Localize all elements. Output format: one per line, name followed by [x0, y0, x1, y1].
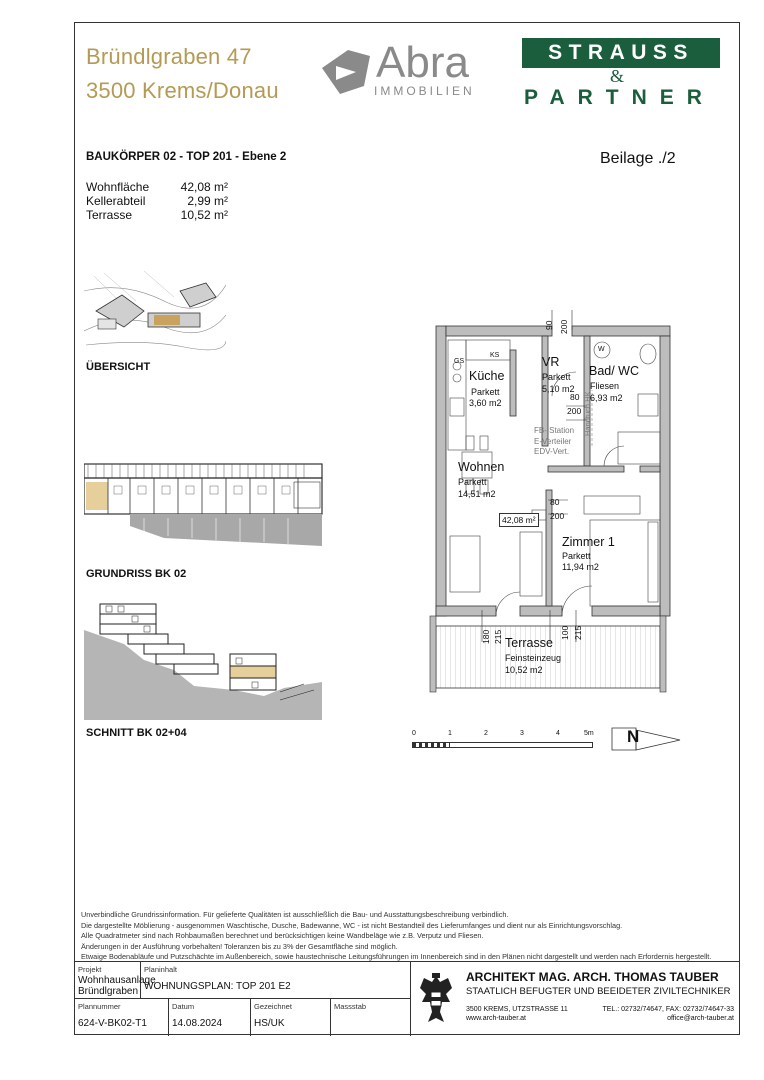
address-line-1: Bründlgraben 47: [86, 44, 252, 69]
dim-215-a: 215: [493, 629, 503, 644]
scale-bar: 0 1 2 3 4 5m: [412, 730, 598, 750]
dim-200-top: 200: [559, 319, 569, 334]
room-wohnen-floor: Parkett: [458, 477, 487, 487]
section-thumbnail: [84, 600, 322, 720]
projekt-value-1: Wohnhausanlage: [78, 975, 156, 986]
legal-disclaimer: Unverbindliche Grundrissinformation. Für gelieferte Qualitäten ist ausschließlich die Bau- und Ausstattungsbeschreibung verbindlich. Die dargestellte Möblierung - ausgenommen Waschtische, Dusche, Badewanne, WC - ist nicht Bestandteil des Lieferumfanges und dient nur als Einrichtungsvorschlag. Alle Quadratmeter sind nach Rohbaumaßen berechnet und berücksichtigen keine Wandbeläge wie z.B. Verputz und Fliesen. Änderungen in der Ausführung vorbehalten! Toleranzen bis zu 3% der Gesamtfläche sind möglich. Etwaige Bodenabläufe und Putzschächte im Außenbereich, sowie haustechnische Leitungsführungen im Innenbereich sind in den Plänen nicht dargestellt und werden nach Erfordernis hergestellt.: [81, 910, 712, 962]
fixture-ks: KS: [490, 352, 500, 359]
grundriss-thumbnail: [84, 462, 324, 546]
room-vr-name: VR: [542, 355, 560, 369]
area-row: Wohnfläche 42,08 m²: [86, 180, 228, 194]
room-bad-area: 6,93 m2: [590, 393, 623, 403]
dim-80-b: 80: [550, 497, 560, 507]
overview-site-map: [84, 271, 226, 355]
address-line-2: 3500 Krems/Donau: [86, 78, 279, 103]
fixture-w: W: [598, 346, 605, 353]
technik-labels: FB- Station E-Verteiler EDV-Vert.: [534, 426, 575, 456]
planinhalt-value: WOHNUNGSPLAN: TOP 201 E2: [144, 981, 291, 992]
area-row: Kellerabteil 2,99 m²: [86, 194, 228, 208]
massstab-caption: Massstab: [334, 1002, 367, 1011]
austrian-eagle-emblem: [416, 972, 456, 1028]
dim-80-a: 80: [570, 392, 580, 402]
dim-200-b: 200: [567, 406, 582, 416]
gezeichnet-value: HS/UK: [254, 1018, 285, 1029]
partner-logo-text: PARTNER: [524, 86, 715, 109]
architect-phone: TEL.: 02732/74647, FAX: 02732/74647-33: [602, 1006, 734, 1013]
dim-90: 90: [544, 320, 554, 330]
datum-value: 14.08.2024: [172, 1018, 223, 1029]
architect-web: www.arch-tauber.at: [466, 1015, 526, 1022]
projekt-value-2: Bründlgraben: [78, 986, 139, 997]
floor-plan-drawing: [420, 310, 680, 710]
room-terrasse-name: Terrasse: [505, 636, 553, 650]
room-wohnen-name: Wohnen: [458, 460, 505, 474]
architect-email: office@arch-tauber.at: [667, 1015, 734, 1022]
fixture-gs: GS: [454, 358, 465, 365]
abra-logo: [318, 38, 508, 104]
architect-name: ARCHITEKT MAG. ARCH. THOMAS TAUBER: [466, 970, 719, 984]
north-label: N: [627, 727, 640, 746]
beilage-label: Beilage ./2: [600, 150, 676, 167]
section-label: SCHNITT BK 02+04: [86, 727, 187, 739]
grundriss-label: GRUNDRISS BK 02: [86, 568, 187, 580]
dim-100: 100: [560, 625, 570, 640]
room-vr-area: 5,10 m2: [542, 384, 575, 394]
room-wohnen-area: 14,51 m2: [458, 489, 496, 499]
title-block: [74, 961, 740, 1035]
overview-label: ÜBERSICHT: [86, 361, 151, 373]
room-kuche-floor: Parkett: [471, 387, 500, 397]
architect-title: STAATLICH BEFUGTER UND BEEIDETER ZIVILTECHNIKER: [466, 986, 731, 997]
abra-logo-wordmark: Abra: [376, 38, 469, 87]
room-kuche-area: 3,60 m2: [469, 398, 502, 408]
abra-logo-icon: [318, 46, 374, 98]
room-terrasse-area: 10,52 m2: [505, 665, 543, 675]
gezeichnet-caption: Gezeichnet: [254, 1002, 292, 1011]
room-zimmer-area: 11,94 m2: [562, 562, 599, 572]
room-vr-floor: Parkett: [542, 372, 571, 382]
planinhalt-caption: Planinhalt: [144, 965, 177, 974]
room-kuche-name: Küche: [469, 369, 505, 383]
plannummer-caption: Plannummer: [78, 1002, 121, 1011]
projekt-caption: Projekt: [78, 965, 102, 974]
plannummer-value: 624-V-BK02-T1: [78, 1018, 147, 1029]
room-zimmer-name: Zimmer 1: [562, 535, 615, 549]
unit-title: BAUKÖRPER 02 - TOP 201 - Ebene 2: [86, 151, 287, 163]
architect-address: 3500 KREMS, UTZSTRASSE 11: [466, 1006, 568, 1013]
total-area-box: 42,08 m²: [499, 513, 539, 527]
room-zimmer-floor: Parkett: [562, 551, 591, 561]
area-row: Terrasse 10,52 m²: [86, 208, 228, 222]
dim-180: 180: [481, 629, 491, 644]
room-bad-name: Bad/ WC: [589, 364, 640, 378]
room-terrasse-floor: Feinsteinzeug: [505, 653, 562, 663]
area-list: [86, 180, 228, 222]
strauss-logo-text: STRAUSS: [548, 41, 694, 64]
datum-caption: Datum: [172, 1002, 195, 1011]
strauss-logo-banner: [522, 38, 720, 68]
strauss-logo-ampersand: &: [610, 66, 625, 86]
abra-logo-subtitle: IMMOBILIEN: [374, 84, 475, 98]
dim-215-b: 215: [573, 625, 583, 640]
handtuch-label: Handtuch HK: [583, 391, 592, 436]
room-bad-floor: Fliesen: [590, 381, 620, 391]
dim-200-c: 200: [550, 511, 565, 521]
north-arrow-icon: [610, 726, 682, 752]
